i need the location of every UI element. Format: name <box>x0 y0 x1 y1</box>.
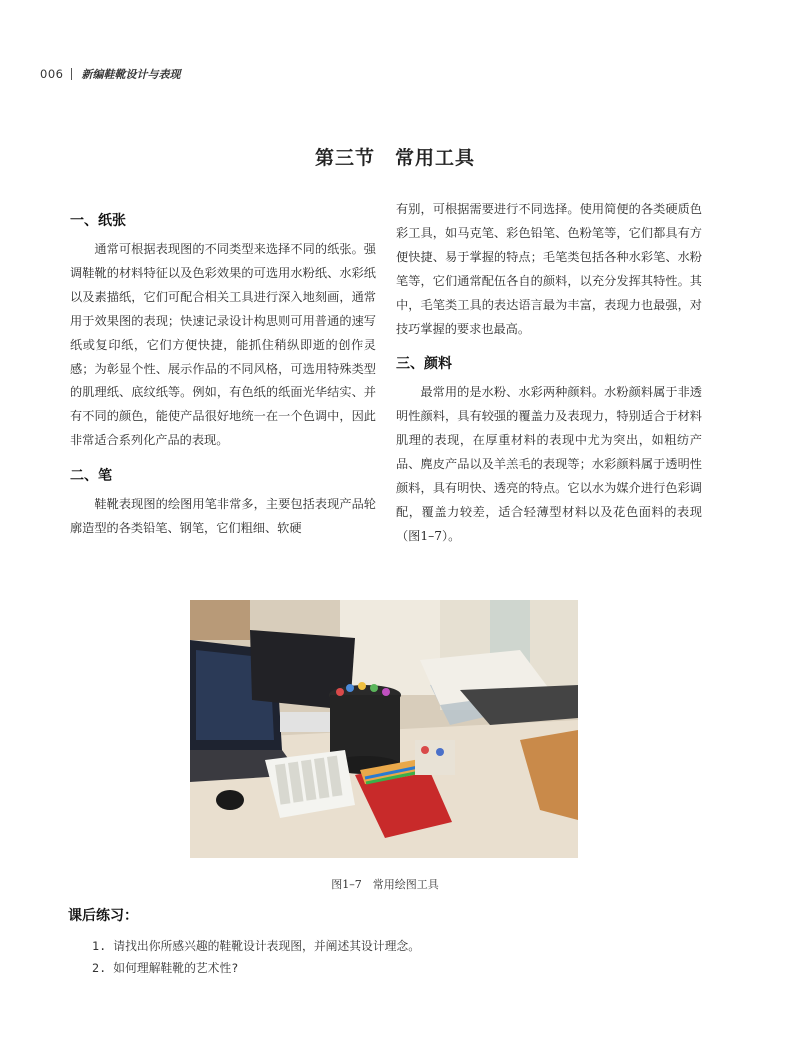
left-column <box>70 206 376 541</box>
paragraph-pens-continued: 有别，可根据需要进行不同选择。使用简便的各类硬质色彩工具，如马克笔、彩色铅笔、色粉笔等，它们都具有方便快捷、易于掌握的特点；毛笔类包括各种水彩笔、水粉笔等，它们通常配伍各自的颜料，以充分发挥其特性。其中，毛笔类工具的表达语言最为丰富，表现力也最强，对技巧掌握的要求也最高。 <box>396 202 702 336</box>
page-number: 006 <box>40 67 64 81</box>
paragraph-pens: 鞋靴表现图的绘图用笔非常多，主要包括表现产品轮廓造型的各类铅笔、钢笔，它们粗细、软硬 <box>70 497 376 536</box>
book-title: 新编鞋靴设计与表现 <box>81 68 181 81</box>
exercises-title: 课后练习： <box>68 908 138 924</box>
section-title: 第三节 常用工具 <box>314 147 475 169</box>
right-column <box>396 198 702 549</box>
exercises-list <box>92 935 420 979</box>
paragraph-paper: 通常可根据表现图的不同类型来选择不同的纸张。强调鞋靴的材料特征以及色彩效果的可选用水粉纸、水彩纸以及素描纸，它们可配合相关工具进行深入地刻画，通常用于效果图的表现；快速记录设计构思则可用普通的速写纸或复印纸，它们方便快捷，能抓住稍纵即逝的创作灵感；为彰显个性、展示作品的不同风格，可选用特殊类型的肌理纸、底纹纸等。例如，有色纸的纸面光华结实、并有不同的颜色，能使产品很好地统一在一个色调中，因此非常适合系列化产品的表现。 <box>70 242 376 448</box>
photo-illustration <box>190 600 578 858</box>
exercise-item: 1. 请找出你所感兴趣的鞋靴设计表现图，并阐述其设计理念。 <box>92 939 421 953</box>
heading-paper: 一、纸张 <box>70 213 126 229</box>
running-header <box>40 66 180 82</box>
exercise-item: 2. 如何理解鞋靴的艺术性? <box>92 961 239 975</box>
heading-pens: 二、笔 <box>70 468 112 485</box>
figure-caption: 图1–7 常用绘图工具 <box>331 878 439 891</box>
heading-paints: 三、颜料 <box>396 356 452 373</box>
header-divider <box>71 68 72 80</box>
figure-photo-drawing-tools <box>190 600 578 858</box>
paragraph-paints: 最常用的是水粉、水彩两种颜料。水粉颜料属于非透明性颜料，具有较强的覆盖力及表现力，特别适合于材料肌理的表现，在厚重材料的表现中尤为突出，如粗纺产品、麂皮产品以及羊羔毛的表现等；水彩颜料属于透明性颜料，具有明快、透亮的特点。它以水为媒介进行色彩调配，覆盖力较差，适合轻薄型材料以及花色面料的表现（图1–7）。 <box>396 385 702 543</box>
